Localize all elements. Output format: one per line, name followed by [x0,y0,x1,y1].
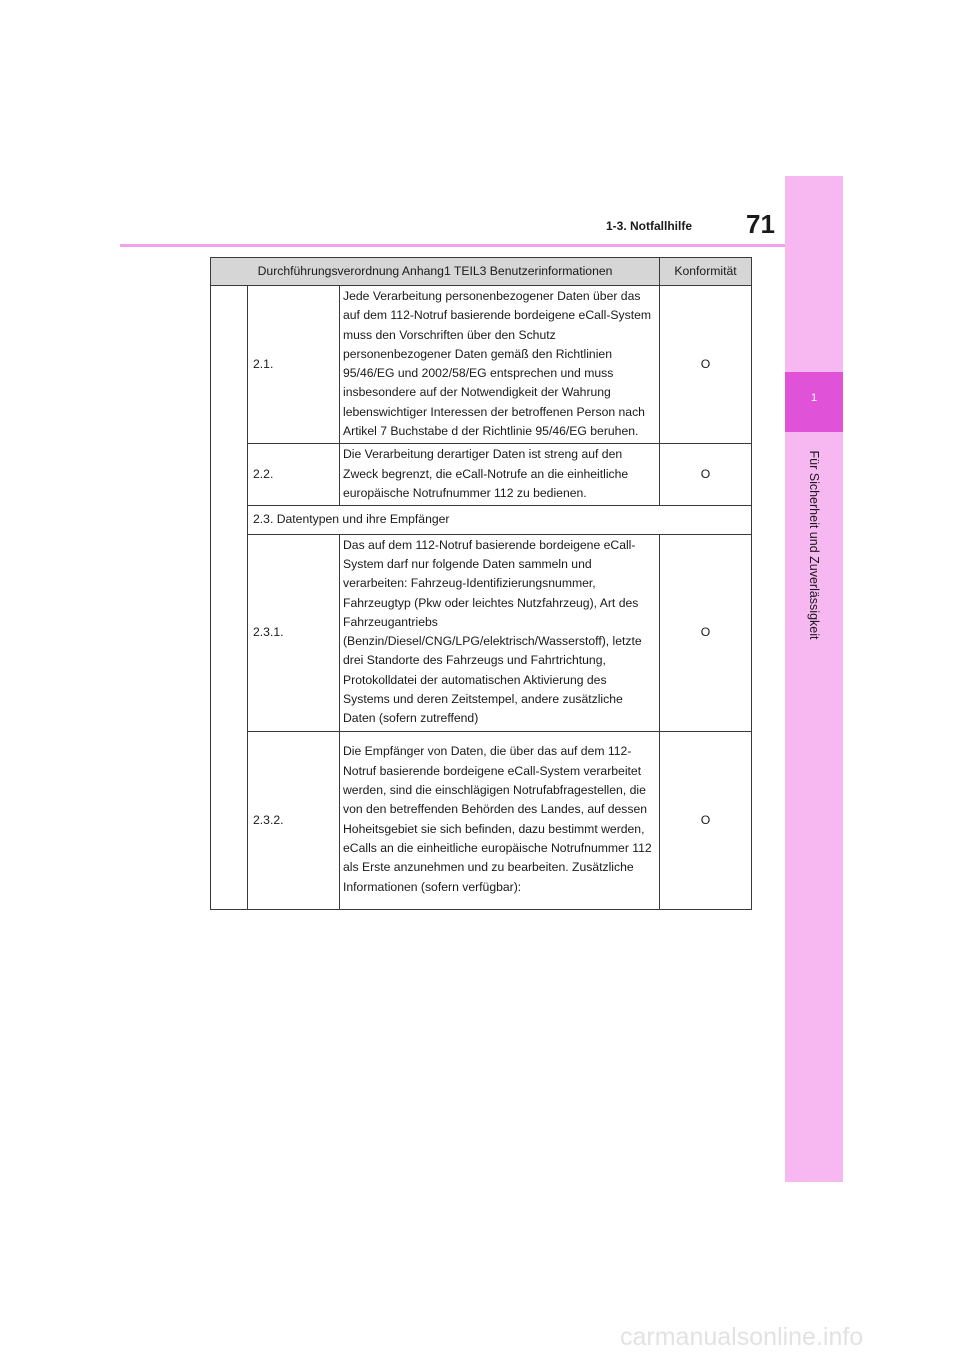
row-number: 2.2. [248,444,340,506]
conformity-table [210,257,752,910]
table-row [211,731,752,909]
column-header-regulation: Durchführungsverordnung Anhang1 TEIL3 Benutzerinformationen [211,258,660,286]
row-conformity: O [660,731,752,909]
row-number: 2.3.1. [248,534,340,731]
row-text: Jede Verarbeitung personenbezogener Daten über das auf dem 112-Notruf basierende bordeigene eCall-System muss den Vorschriften über den Schutz personenbezogener Daten gemäß den Richtlinien 95/46/EG und 2002/58/EG entsprechen und muss insbesondere auf der Notwendigkeit der Wahrung lebenswichtiger Interessen der betroffenen Person nach Artikel 7 Buchstabe d der Richtlinie 95/46/EG beruhen. [340,286,660,444]
column-header-conformity: Konformität [660,258,752,286]
row-number: 2.3.2. [248,731,340,909]
indent-cell [211,286,248,910]
table-row [211,506,752,534]
row-subheading: 2.3. Datentypen und ihre Empfänger [248,506,752,534]
chapter-number: 1 [810,392,818,404]
table-row [211,534,752,731]
row-conformity: O [660,444,752,506]
header-rule [120,244,785,247]
page-number: 71 [746,209,775,239]
section-title: 1-3. Notfallhilfe [606,219,693,233]
row-number: 2.1. [248,286,340,444]
chapter-title: Für Sicherheit und Zuverlässigkeit [807,450,821,640]
chapter-side-tab [785,176,843,1182]
table-row [211,286,752,444]
row-text: Das auf dem 112-Notruf basierende bordeigene eCall-System darf nur folgende Daten sammeln und verarbeiten: Fahrzeug-Identifizierungsnummer, Fahrzeugtyp (Pkw oder leichtes Nutzfahrzeug), Art des Fahrzeugantriebs (Benzin/Diesel/CNG/LPG/elektrisch/Wasserstoff), letzte drei Standorte des Fahrzeugs und Fahrtrichtung, Protokolldatei der automatischen Aktivierung des Systems und deren Zeitstempel, andere zusätzliche Daten (sofern zutreffend) [340,534,660,731]
watermark-logo [620,1318,950,1354]
svg-text:carmanualsonline.info: carmanualsonline.info [620,1323,864,1351]
row-conformity: O [660,534,752,731]
table-row [211,444,752,506]
table-header-row [211,258,752,286]
row-conformity: O [660,286,752,444]
row-text: Die Empfänger von Daten, die über das auf dem 112-Notruf basierende bordeigene eCall-System verarbeitet werden, sind die einschlägigen Notrufabfragestellen, die von den betreffenden Behörden des Landes, auf dessen Hoheitsgebiet sie sich befinden, dazu bestimmt werden, eCalls an die einheitliche europäische Notrufnummer 112 als Erste anzunehmen und zu bearbeiten. Zusätzliche Informationen (sofern verfügbar): [340,731,660,909]
row-text: Die Verarbeitung derartiger Daten ist streng auf den Zweck begrenzt, die eCall-Notrufe an die einheitliche europäische Notrufnummer 112 zu bedienen. [340,444,660,506]
